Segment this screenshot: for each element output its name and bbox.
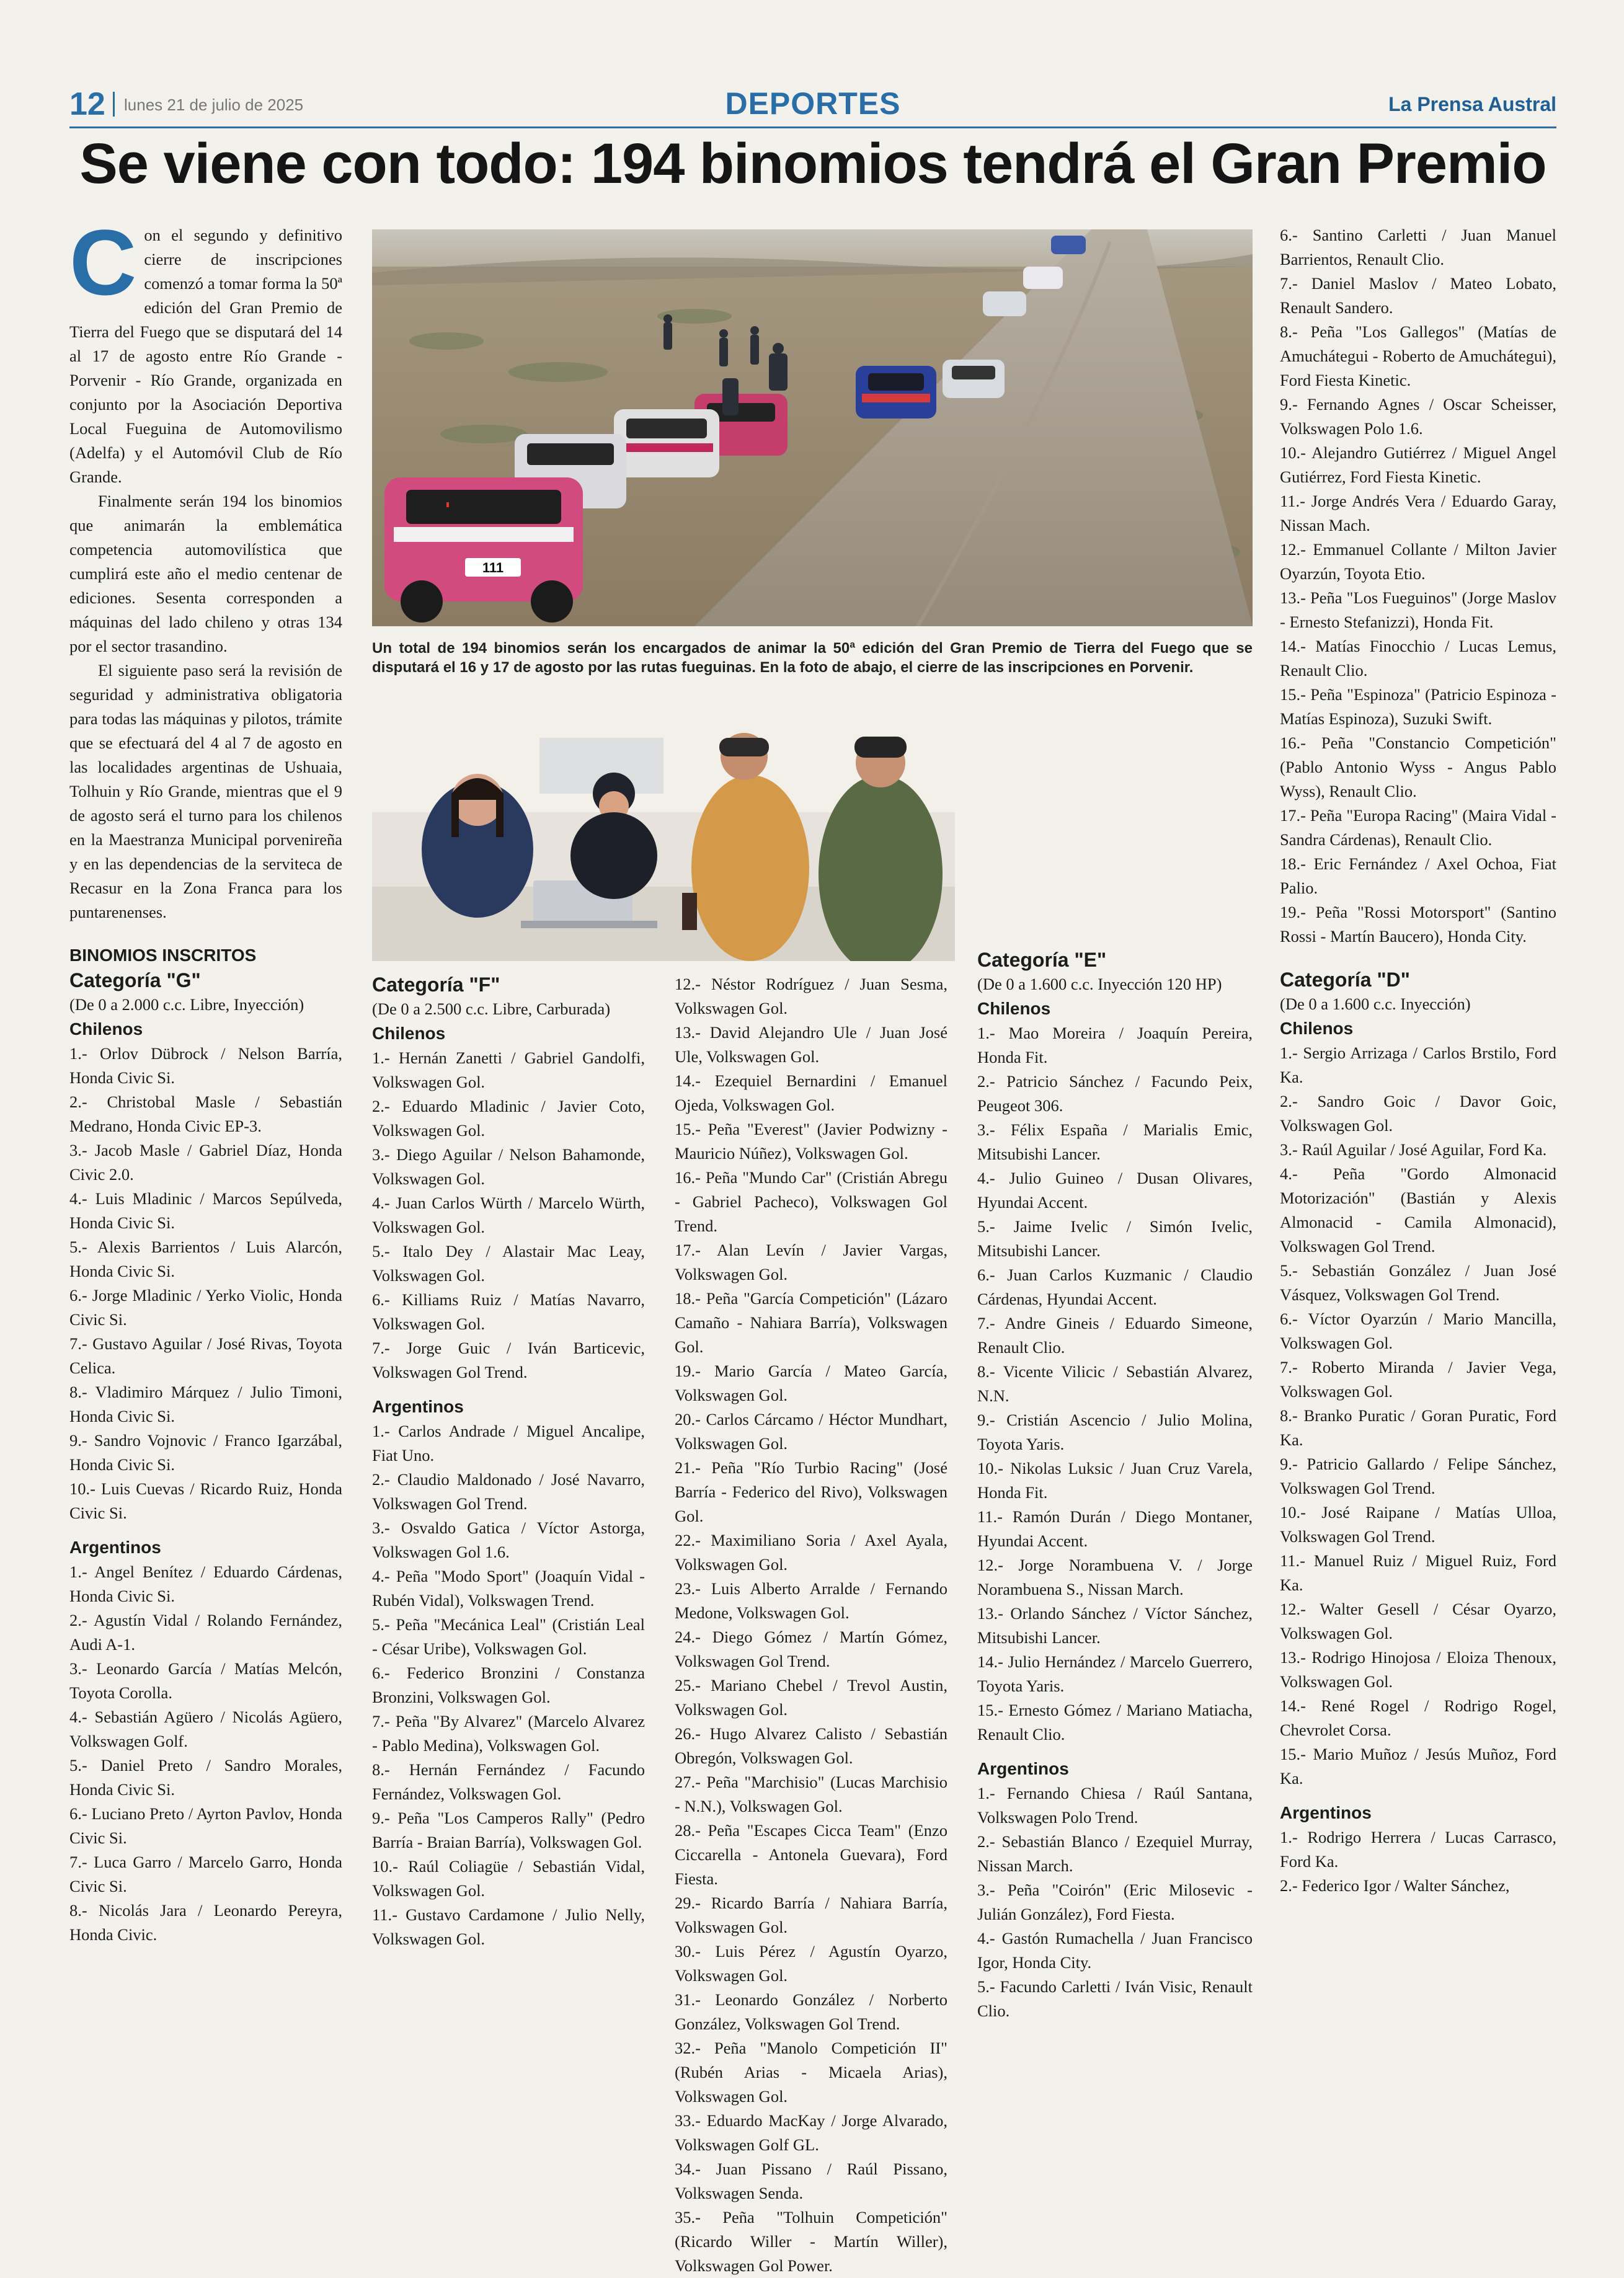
entry-item: 3.- Félix España / Marialis Emic, Mitsubishi Lancer. [977, 1120, 1253, 1163]
page-number: 12 [69, 86, 105, 122]
category-f-desc: (De 0 a 2.500 c.c. Libre, Carburada) [372, 999, 611, 1018]
entry-item: 10.- José Raipane / Matías Ulloa, Volkswagen Gol Trend. [1280, 1503, 1556, 1546]
entry-item: 16.- Peña "Mundo Car" (Cristián Abregu - Gabriel Pacheco), Volkswagen Gol Trend. [675, 1168, 947, 1235]
entry-item: 7.- Roberto Miranda / Javier Vega, Volkswagen Gol. [1280, 1358, 1556, 1401]
page-header [69, 86, 1556, 124]
article-paragraph-1 [69, 210, 342, 489]
cat-f-argentinos-list-b [675, 972, 947, 2278]
category-d-title: Categoría "D" [1280, 968, 1410, 991]
entry-item: 1.- Fernando Chiesa / Raúl Santana, Volkswagen Polo Trend. [977, 1784, 1253, 1827]
entry-item: 32.- Peña "Manolo Competición II" (Rubén Arias - Micaela Arias), Volkswagen Gol. [675, 2039, 947, 2106]
entry-item: 17.- Peña "Europa Racing" (Maira Vidal - Sandra Cárdenas), Renault Clio. [1280, 806, 1556, 849]
entry-item: 23.- Luis Alberto Arralde / Fernando Medone, Volkswagen Gol. [675, 1579, 947, 1622]
registration-photo-illustration [372, 713, 955, 961]
entry-item: 2.- Federico Igor / Walter Sánchez, [1280, 1876, 1510, 1895]
category-g-title: Categoría "G" [69, 969, 201, 991]
entry-item: 28.- Peña "Escapes Cicca Team" (Enzo Ciccarella - Antonela Guevara), Ford Fiesta. [675, 1821, 947, 1888]
entry-item: 12.- Walter Gesell / César Oyarzo, Volkswagen Gol. [1280, 1600, 1556, 1642]
entry-item: 33.- Eduardo MacKay / Jorge Alvarado, Volkswagen Golf GL. [675, 2111, 947, 2154]
entry-item: 19.- Mario García / Mateo García, Volkswagen Gol. [675, 1362, 947, 1404]
entry-item: 31.- Leonardo González / Norberto González, Volkswagen Gol Trend. [675, 1990, 947, 2033]
entry-item: 9.- Sandro Vojnovic / Franco Igarzábal, Honda Civic Si. [69, 1431, 342, 1474]
cat-e-argentinos-list-a [977, 1781, 1253, 2023]
entry-item: 15.- Peña "Espinoza" (Patricio Espinoza - Matías Espinoza), Suzuki Swift. [1280, 685, 1556, 728]
entry-item: 1.- Carlos Andrade / Miguel Ancalipe, Fiat Uno. [372, 1422, 645, 1465]
entry-item: 3.- Peña "Coirón" (Eric Milosevic - Julián González), Ford Fiesta. [977, 1881, 1253, 1923]
rally-photo-illustration [372, 229, 1253, 626]
cat-f-chilenos-heading: Chilenos [372, 1024, 446, 1043]
entry-item: 9.- Cristián Ascencio / Julio Molina, Toyota Yaris. [977, 1411, 1253, 1453]
cat-g-chilenos-heading: Chilenos [69, 1019, 143, 1039]
article-text-1: on el segundo y definitivo cierre de inscripciones comenzó a tomar forma la 50ª edición del Gran Premio de Tierra del Fuego que se disputará del 14 al 17 de agosto entre Río Grande - Porvenir - Río Grande, organizada en conjunto por la Asociación Deportiva Local Fueguina de Automovilismo (Adelfa) y el Automóvil Club de Río Grande. [69, 226, 342, 486]
entry-item: 3.- Leonardo García / Matías Melcón, Toyota Corolla. [69, 1659, 342, 1702]
header-rule [69, 126, 1556, 128]
entry-item: 13.- Peña "Los Fueguinos" (Jorge Maslov - Ernesto Stefanizzi), Honda Fit. [1280, 588, 1556, 631]
entry-item: 11.- Jorge Andrés Vera / Eduardo Garay, Nissan Mach. [1280, 492, 1556, 534]
dropcap: C [69, 210, 137, 314]
binomios-heading: BINOMIOS INSCRITOS [69, 946, 257, 965]
entry-item: 29.- Ricardo Barría / Nahiara Barría, Volkswagen Gol. [675, 1894, 947, 1936]
entry-item: 1.- Rodrigo Herrera / Lucas Carrasco, Ford Ka. [1280, 1828, 1556, 1871]
entry-item: 3.- Raúl Aguilar / José Aguilar, Ford Ka. [1280, 1140, 1547, 1159]
entry-item: 5.- Italo Dey / Alastair Mac Leay, Volkswagen Gol. [372, 1242, 645, 1285]
column-1 [69, 210, 342, 1947]
entry-item: 7.- Luca Garro / Marcelo Garro, Honda Civic Si. [69, 1853, 342, 1895]
entry-item: 10.- Luis Cuevas / Ricardo Ruiz, Honda Civic Si. [69, 1479, 342, 1522]
article-headline: Se viene con todo: 194 binomios tendrá el Gran Premio [79, 132, 1546, 195]
entry-item: 22.- Maximiliano Soria / Axel Ayala, Volkswagen Gol. [675, 1531, 947, 1574]
entry-item: 1.- Mao Moreira / Joaquín Pereira, Honda Fit. [977, 1024, 1253, 1066]
entry-item: 2.- Patricio Sánchez / Facundo Peix, Peugeot 306. [977, 1072, 1253, 1115]
section-title: DEPORTES [725, 86, 901, 121]
entry-item: 5.- Alexis Barrientos / Luis Alarcón, Honda Civic Si. [69, 1238, 342, 1280]
article-paragraph-2: Finalmente serán 194 los binomios que animarán la emblemática competencia automovilística que cumplirá este año el medio centenar de ediciones. Sesenta corresponden a máquinas del lado chileno y otras 134 por el sector trasandino. [69, 492, 342, 655]
entry-item: 15.- Peña "Everest" (Javier Podwizny - Mauricio Núñez), Volkswagen Gol. [675, 1120, 947, 1163]
car-number: 111 [482, 560, 504, 575]
entry-item: 5.- Daniel Preto / Sandro Morales, Honda Civic Si. [69, 1756, 342, 1799]
entry-item: 26.- Hugo Alvarez Calisto / Sebastián Obregón, Volkswagen Gol. [675, 1724, 947, 1767]
cat-e-chilenos-heading: Chilenos [977, 999, 1051, 1018]
entry-item: 34.- Juan Pissano / Raúl Pissano, Volkswagen Senda. [675, 2160, 947, 2202]
entry-item: 7.- Jorge Guic / Iván Barticevic, Volkswagen Gol Trend. [372, 1339, 645, 1381]
entry-item: 2.- Christobal Masle / Sebastián Medrano, Honda Civic EP-3. [69, 1092, 342, 1135]
entry-item: 3.- Osvaldo Gatica / Víctor Astorga, Volkswagen Gol 1.6. [372, 1518, 645, 1561]
cat-f-chilenos-list [372, 1046, 645, 1385]
category-e-desc: (De 0 a 1.600 c.c. Inyección 120 HP) [977, 975, 1222, 993]
entry-item: 4.- Luis Mladinic / Marcos Sepúlveda, Honda Civic Si. [69, 1189, 342, 1232]
cat-e-argentinos-list-b [1280, 223, 1556, 949]
entry-item: 13.- David Alejandro Ule / Juan José Ule, Volkswagen Gol. [675, 1023, 947, 1066]
entry-item: 16.- Peña "Constancio Competición" (Pablo Antonio Wyss - Angus Pablo Wyss), Renault Clio. [1280, 733, 1556, 800]
cat-d-chilenos-heading: Chilenos [1280, 1019, 1354, 1038]
column-5 [1280, 223, 1556, 1898]
entry-item: 6.- Juan Carlos Kuzmanic / Claudio Cárdenas, Hyundai Accent. [977, 1265, 1253, 1308]
entry-item: 12.- Néstor Rodríguez / Juan Sesma, Volkswagen Gol. [675, 975, 947, 1017]
entry-item: 9.- Peña "Los Camperos Rally" (Pedro Barría - Braian Barría), Volkswagen Gol. [372, 1809, 645, 1851]
entry-item: 15.- Ernesto Gómez / Mariano Matiacha, Renault Clio. [977, 1701, 1253, 1744]
entry-item: 6.- Luciano Preto / Ayrton Pavlov, Honda Civic Si. [69, 1804, 342, 1847]
entry-item: 8.- Hernán Fernández / Facundo Fernández, Volkswagen Gol. [372, 1760, 645, 1803]
entry-item: 5.- Jaime Ivelic / Simón Ivelic, Mitsubishi Lancer. [977, 1217, 1253, 1260]
rally-cars-photo [372, 229, 1253, 626]
entry-item: 1.- Orlov Dübrock / Nelson Barría, Honda Civic Si. [69, 1044, 342, 1087]
entry-item: 14.- René Rogel / Rodrigo Rogel, Chevrolet Corsa. [1280, 1696, 1556, 1739]
entry-item: 8.- Vicente Vilicic / Sebastián Alvarez, N.N. [977, 1362, 1253, 1405]
entry-item: 6.- Santino Carletti / Juan Manuel Barrientos, Renault Clio. [1280, 226, 1556, 268]
entry-item: 11.- Gustavo Cardamone / Julio Nelly, Volkswagen Gol. [372, 1905, 645, 1948]
cat-d-argentinos-list [1280, 1825, 1556, 1898]
article-paragraph-3: El siguiente paso será la revisión de seguridad y administrativa obligatoria para todas las máquinas y pilotos, trámite que se efectuará del 4 al 7 de agosto en las localidades argentinas de Ushuaia, Tolhuin y Río Grande, mientras que el 9 de agosto será el turno para los chilenos en la Maestranza Municipal porvenireña y en las dependencias de la serviteca de Recasur en la Zona Franca para los puntarenenses. [69, 661, 342, 921]
cat-g-argentinos-list [69, 1560, 342, 1947]
entry-item: 5.- Sebastián González / Juan José Vásquez, Volkswagen Gol Trend. [1280, 1261, 1556, 1304]
category-f-title: Categoría "F" [372, 973, 500, 996]
entry-item: 20.- Carlos Cárcamo / Héctor Mundhart, Volkswagen Gol. [675, 1410, 947, 1453]
entry-item: 7.- Daniel Maslov / Mateo Lobato, Renault Sandero. [1280, 274, 1556, 317]
entry-item: 5.- Facundo Carletti / Iván Visic, Renault Clio. [977, 1977, 1253, 2020]
cat-f-argentinos-heading: Argentinos [372, 1397, 464, 1416]
entry-item: 9.- Fernando Agnes / Oscar Scheisser, Volkswagen Polo 1.6. [1280, 395, 1556, 438]
entry-item: 17.- Alan Levín / Javier Vargas, Volkswagen Gol. [675, 1241, 947, 1283]
entry-item: 15.- Mario Muñoz / Jesús Muñoz, Ford Ka. [1280, 1745, 1556, 1788]
newspaper-brand: La Prensa Austral [1388, 93, 1556, 115]
entry-item: 1.- Angel Benítez / Eduardo Cárdenas, Honda Civic Si. [69, 1562, 342, 1605]
entry-item: 3.- Diego Aguilar / Nelson Bahamonde, Volkswagen Gol. [372, 1145, 645, 1188]
entry-item: 10.- Alejandro Gutiérrez / Miguel Angel Gutiérrez, Ford Fiesta Kinetic. [1280, 443, 1556, 486]
entry-item: 10.- Raúl Coliagüe / Sebastián Vidal, Volkswagen Gol. [372, 1857, 645, 1900]
entry-item: 8.- Branko Puratic / Goran Puratic, Ford Ka. [1280, 1406, 1556, 1449]
cat-g-chilenos-list [69, 1042, 342, 1525]
entry-item: 10.- Nikolas Luksic / Juan Cruz Varela, Honda Fit. [977, 1459, 1253, 1502]
entry-item: 6.- Jorge Mladinic / Yerko Violic, Honda Civic Si. [69, 1286, 342, 1329]
entry-item: 2.- Claudio Maldonado / José Navarro, Volkswagen Gol Trend. [372, 1470, 645, 1513]
entry-item: 14.- Matías Finocchio / Lucas Lemus, Renault Clio. [1280, 637, 1556, 680]
column-3 [675, 972, 947, 2278]
entry-item: 9.- Patricio Gallardo / Felipe Sánchez, Volkswagen Gol Trend. [1280, 1455, 1556, 1497]
entry-item: 4.- Gastón Rumachella / Juan Francisco Igor, Honda City. [977, 1929, 1253, 1972]
category-g-desc: (De 0 a 2.000 c.c. Libre, Inyección) [69, 995, 304, 1014]
entry-item: 30.- Luis Pérez / Agustín Oyarzo, Volkswagen Gol. [675, 1942, 947, 1985]
entry-item: 11.- Ramón Durán / Diego Montaner, Hyundai Accent. [977, 1507, 1253, 1550]
entry-item: 4.- Julio Guineo / Dusan Olivares, Hyundai Accent. [977, 1169, 1253, 1212]
entry-item: 3.- Jacob Masle / Gabriel Díaz, Honda Civic 2.0. [69, 1141, 342, 1184]
entry-item: 1.- Hernán Zanetti / Gabriel Gandolfi, Volkswagen Gol. [372, 1048, 645, 1091]
entry-item: 1.- Sergio Arrizaga / Carlos Brstilo, Ford Ka. [1280, 1044, 1556, 1086]
page-date: lunes 21 de julio de 2025 [124, 95, 304, 114]
entry-item: 6.- Federico Bronzini / Constanza Bronzini, Volkswagen Gol. [372, 1664, 645, 1706]
category-e-title: Categoría "E" [977, 949, 1107, 971]
column-4 [977, 706, 1253, 2023]
cat-d-argentinos-heading: Argentinos [1280, 1803, 1372, 1822]
entry-item: 12.- Jorge Norambuena V. / Jorge Norambuena S., Nissan March. [977, 1556, 1253, 1598]
entry-item: 13.- Orlando Sánchez / Víctor Sánchez, Mitsubishi Lancer. [977, 1604, 1253, 1647]
entry-item: 12.- Emmanuel Collante / Milton Javier Oyarzún, Toyota Etio. [1280, 540, 1556, 583]
entry-item: 2.- Eduardo Mladinic / Javier Coto, Volkswagen Gol. [372, 1097, 645, 1140]
entry-item: 4.- Peña "Gordo Almonacid Motorización" (Bastián y Alexis Almonacid - Camila Almonacid), Volkswagen Gol Trend. [1280, 1164, 1556, 1256]
entry-item: 35.- Peña "Tolhuin Competición" (Ricardo Willer - Martín Willer), Volkswagen Gol Power. [675, 2208, 947, 2275]
entry-item: 2.- Agustín Vidal / Rolando Fernández, Audi A-1. [69, 1611, 342, 1654]
entry-item: 2.- Sebastián Blanco / Ezequiel Murray, Nissan March. [977, 1832, 1253, 1875]
entry-item: 18.- Peña "García Competición" (Lázaro Camaño - Nahiara Barría), Volkswagen Gol. [675, 1289, 947, 1356]
cat-g-argentinos-heading: Argentinos [69, 1538, 161, 1557]
entry-item: 14.- Julio Hernández / Marcelo Guerrero, Toyota Yaris. [977, 1652, 1253, 1695]
photo-caption: Un total de 194 binomios serán los encargados de animar la 50ª edición del Gran Premio de Tierra del Fuego que se disputará el 16 y 17 de agosto por las rutas fueguinas. En la foto de abajo, el cierre de las inscripciones en Porvenir. [372, 640, 1253, 676]
entry-item: 19.- Peña "Rossi Motorsport" (Santino Rossi - Martín Baucero), Honda City. [1280, 903, 1556, 946]
entry-item: 6.- Killiams Ruiz / Matías Navarro, Volkswagen Gol. [372, 1290, 645, 1333]
entry-item: 27.- Peña "Marchisio" (Lucas Marchisio - N.N.), Volkswagen Gol. [675, 1773, 947, 1815]
entry-item: 8.- Nicolás Jara / Leonardo Pereyra, Honda Civic. [69, 1901, 342, 1944]
entry-item: 4.- Juan Carlos Würth / Marcelo Würth, Volkswagen Gol. [372, 1194, 645, 1236]
entry-item: 11.- Manuel Ruiz / Miguel Ruiz, Ford Ka. [1280, 1551, 1556, 1594]
entry-item: 14.- Ezequiel Bernardini / Emanuel Ojeda, Volkswagen Gol. [675, 1071, 947, 1114]
entry-item: 8.- Vladimiro Márquez / Julio Timoni, Honda Civic Si. [69, 1383, 342, 1425]
category-d-desc: (De 0 a 1.600 c.c. Inyección) [1280, 995, 1471, 1013]
entry-item: 21.- Peña "Río Turbio Racing" (José Barría - Federico del Rivo), Volkswagen Gol. [675, 1458, 947, 1525]
entry-item: 24.- Diego Gómez / Martín Gómez, Volkswagen Gol Trend. [675, 1628, 947, 1670]
cat-e-argentinos-heading: Argentinos [977, 1759, 1069, 1778]
cat-e-chilenos-list [977, 1021, 1253, 1747]
entry-item: 7.- Peña "By Alvarez" (Marcelo Alvarez - Pablo Medina), Volkswagen Gol. [372, 1712, 645, 1755]
entry-item: 18.- Eric Fernández / Axel Ochoa, Fiat Palio. [1280, 854, 1556, 897]
entry-item: 13.- Rodrigo Hinojosa / Eloiza Thenoux, Volkswagen Gol. [1280, 1648, 1556, 1691]
entry-item: 5.- Peña "Mecánica Leal" (Cristián Leal - César Uribe), Volkswagen Gol. [372, 1615, 645, 1658]
entry-item: 6.- Víctor Oyarzún / Mario Mancilla, Volkswagen Gol. [1280, 1310, 1556, 1352]
column-2 [372, 972, 645, 1951]
entry-item: 7.- Gustavo Aguilar / José Rivas, Toyota Celica. [69, 1334, 342, 1377]
entry-item: 4.- Peña "Modo Sport" (Joaquín Vidal - Rubén Vidal), Volkswagen Trend. [372, 1567, 645, 1610]
cat-f-argentinos-list-a [372, 1419, 645, 1951]
entry-item: 2.- Sandro Goic / Davor Goic, Volkswagen Gol. [1280, 1092, 1556, 1135]
entry-item: 8.- Peña "Los Gallegos" (Matías de Amuchátegui - Roberto de Amuchátegui), Ford Fiesta Kinetic. [1280, 322, 1556, 389]
entry-item: 7.- Andre Gineis / Eduardo Simeone, Renault Clio. [977, 1314, 1253, 1357]
registration-photo [372, 713, 955, 961]
cat-d-chilenos-list [1280, 1041, 1556, 1791]
entry-item: 4.- Sebastián Agüero / Nicolás Agüero, Volkswagen Golf. [69, 1708, 342, 1750]
entry-item: 25.- Mariano Chebel / Trevol Austin, Volkswagen Gol. [675, 1676, 947, 1719]
